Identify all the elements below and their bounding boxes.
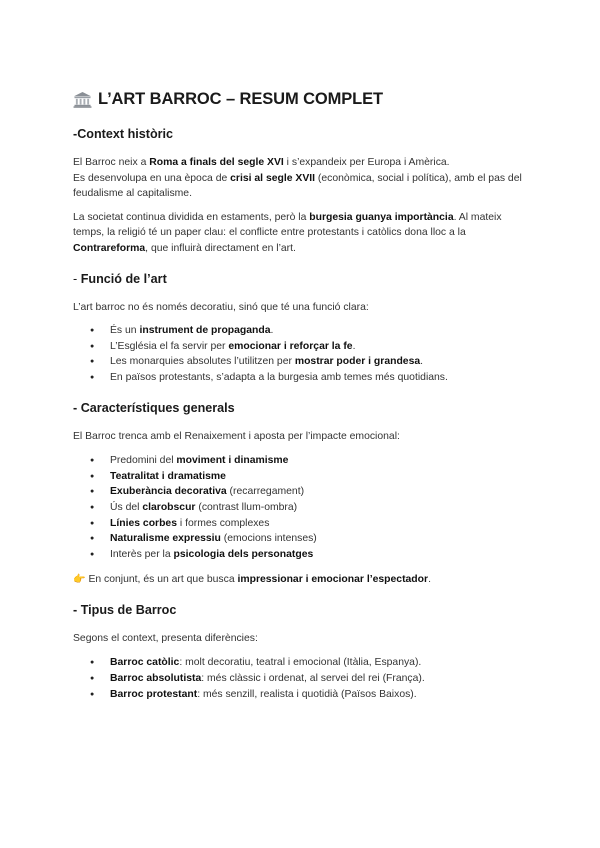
context-paragraph-2: La societat continua dividida en estaments, però la burgesia guanya importància. Al mateix temps, la religió té un paper clau: el conflicte entre protestants i catòlics dona lloc a la Contrareforma, que influirà directament en l’art. [73, 211, 502, 254]
list-item: ● Ús del clarobscur (contrast llum-ombra) [73, 500, 533, 516]
tipus-list [73, 655, 533, 702]
list-item: ● Barroc catòlic: molt decoratiu, teatral i emocional (Itàlia, Espanya). [73, 655, 533, 671]
caracteristiques-intro: El Barroc trenca amb el Renaixement i aposta per l’impacte emocional: [73, 430, 400, 442]
pointing-hand-icon: 👉 [73, 574, 86, 586]
caracteristiques-list [73, 453, 533, 562]
funcio-intro: L’art barroc no és només decoratiu, sinó que té una funció clara: [73, 301, 369, 313]
document-page [73, 90, 533, 710]
classical-building-icon [73, 91, 92, 108]
funcio-list [73, 323, 533, 385]
list-item: ● L’Església el fa servir per emocionar i reforçar la fe. [73, 339, 533, 355]
caracteristiques-conclusion: 👉 En conjunt, és un art que busca impressionar i emocionar l’espectador. [73, 572, 533, 588]
funcio-heading: - Funció de l’art [73, 271, 167, 286]
list-item: ● És un instrument de propaganda. [73, 323, 533, 339]
list-item: ● Interès per la psicologia dels personatges [73, 547, 533, 563]
caracteristiques-heading: - Característiques generals [73, 400, 235, 415]
context-heading: -Context històric [73, 127, 174, 141]
list-item: ● Línies corbes i formes complexes [73, 516, 533, 532]
list-item: ● En països protestants, s’adapta a la burgesia amb temes més quotidians. [73, 370, 533, 386]
tipus-intro: Segons el context, presenta diferències: [73, 632, 258, 644]
list-item: ● Predomini del moviment i dinamisme [73, 453, 533, 469]
context-paragraph-1: El Barroc neix a Roma a finals del segle XVI i s’expandeix per Europa i Amèrica. [73, 157, 450, 168]
list-item: ● Exuberància decorativa (recarregament) [73, 484, 533, 500]
tipus-heading: - Tipus de Barroc [73, 602, 177, 617]
list-item: ● Les monarquies absolutes l’utilitzen per mostrar poder i grandesa. [73, 354, 533, 370]
document-title [73, 90, 533, 109]
list-item: ● Barroc absolutista: més clàssic i ordenat, al servei del rei (França). [73, 671, 533, 687]
list-item: ● Naturalisme expressiu (emocions intenses) [73, 531, 533, 547]
list-item: ● Barroc protestant: més senzill, realista i quotidià (Països Baixos). [73, 687, 533, 703]
list-item: ● Teatralitat i dramatisme [73, 469, 533, 485]
context-paragraph-1b: Es desenvolupa en una època de crisi al segle XVII (econòmica, social i política), amb el pas del feudalisme al capitalisme. [73, 172, 522, 200]
title-text: L’ART BARROC – RESUM COMPLET [98, 90, 384, 108]
